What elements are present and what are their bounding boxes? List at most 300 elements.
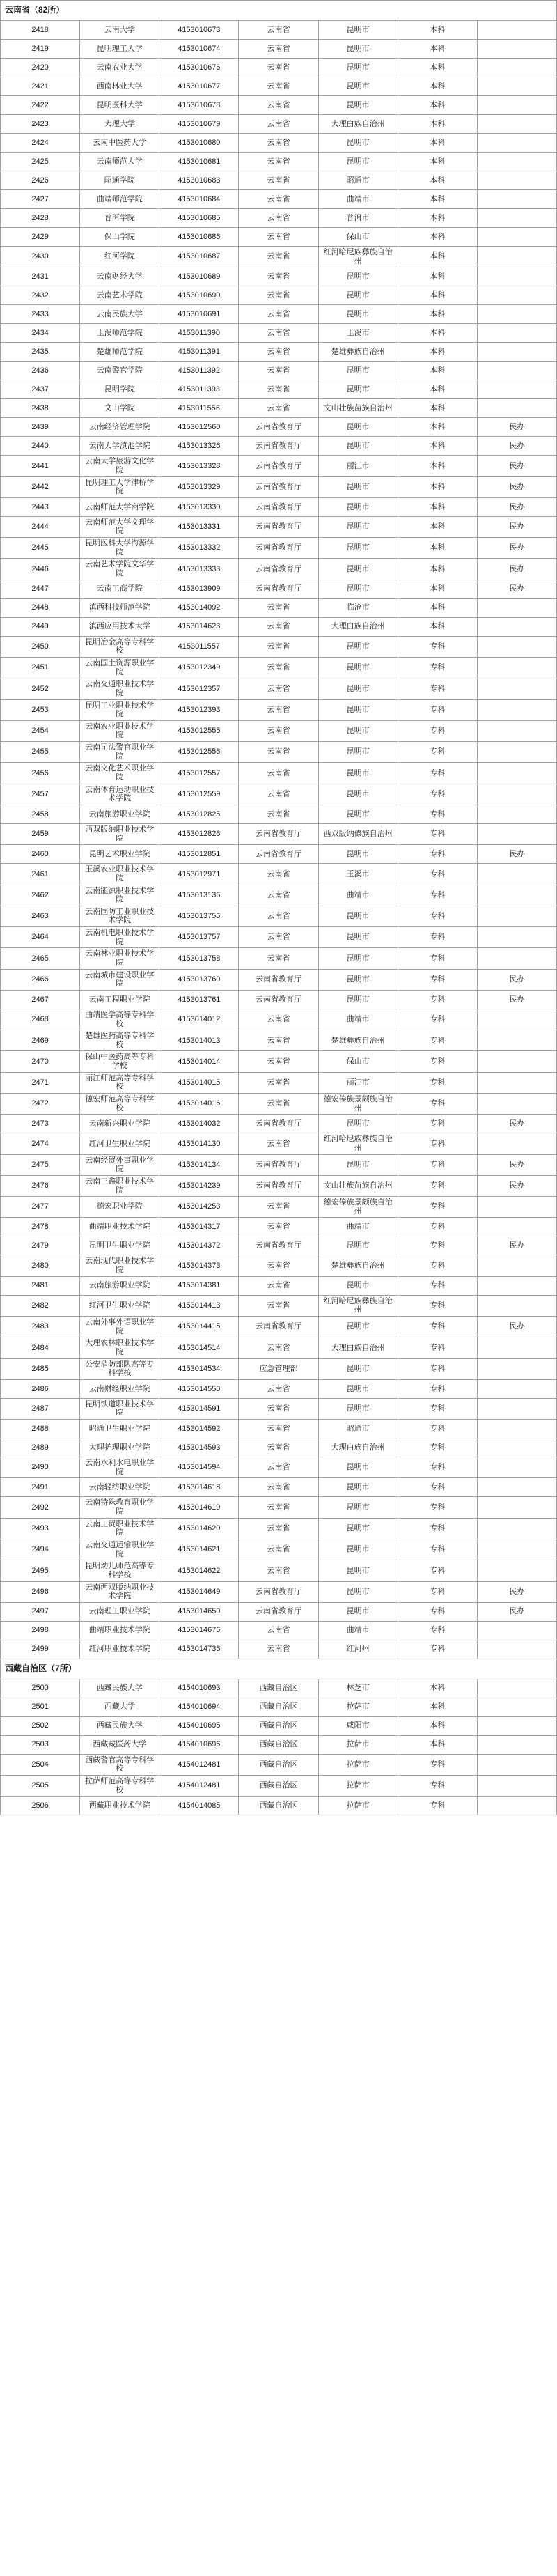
cell-level: 本科 xyxy=(398,1716,477,1735)
cell-name: 楚雄师范学院 xyxy=(80,343,159,362)
cell-type xyxy=(477,1640,556,1659)
cell-type xyxy=(477,59,556,77)
cell-type xyxy=(477,362,556,380)
cell-level: 专科 xyxy=(398,1276,477,1295)
cell-level: 专科 xyxy=(398,1602,477,1621)
cell-code: 4153011556 xyxy=(159,399,239,418)
cell-name: 云南财经职业学院 xyxy=(80,1379,159,1398)
cell-city: 西双版纳傣族自治州 xyxy=(318,823,398,844)
cell-city: 昆明市 xyxy=(318,1276,398,1295)
cell-index: 2443 xyxy=(1,497,80,516)
cell-city: 昆明市 xyxy=(318,1581,398,1602)
cell-city: 昆明市 xyxy=(318,1560,398,1581)
cell-department: 云南省 xyxy=(239,927,318,948)
cell-code: 4153012971 xyxy=(159,864,239,885)
cell-type xyxy=(477,885,556,906)
cell-level: 专科 xyxy=(398,1009,477,1030)
cell-index: 2476 xyxy=(1,1175,80,1196)
cell-level: 专科 xyxy=(398,1175,477,1196)
table-row xyxy=(1,763,557,784)
cell-type xyxy=(477,598,556,617)
cell-type xyxy=(477,1358,556,1379)
cell-name: 拉萨师范高等专科学校 xyxy=(80,1776,159,1797)
cell-index: 2458 xyxy=(1,805,80,823)
cell-level: 本科 xyxy=(398,59,477,77)
cell-code: 4153014591 xyxy=(159,1398,239,1419)
cell-city: 昆明市 xyxy=(318,1539,398,1560)
cell-name: 云南财经大学 xyxy=(80,267,159,286)
cell-index: 2423 xyxy=(1,115,80,134)
table-row xyxy=(1,559,557,580)
cell-type: 民办 xyxy=(477,418,556,437)
cell-index: 2436 xyxy=(1,362,80,380)
table-row xyxy=(1,1602,557,1621)
cell-index: 2460 xyxy=(1,845,80,864)
cell-department: 云南省 xyxy=(239,885,318,906)
cell-code: 4153010687 xyxy=(159,247,239,267)
table-row xyxy=(1,1094,557,1115)
cell-code: 4153011390 xyxy=(159,324,239,343)
cell-name: 云南经贸外事职业学院 xyxy=(80,1154,159,1175)
cell-code: 4153014514 xyxy=(159,1337,239,1358)
cell-index: 2464 xyxy=(1,927,80,948)
cell-department: 西藏自治区 xyxy=(239,1797,318,1815)
cell-name: 云南工贸职业技术学院 xyxy=(80,1518,159,1539)
table-row xyxy=(1,742,557,763)
cell-index: 2462 xyxy=(1,885,80,906)
cell-type xyxy=(477,1497,556,1518)
table-row xyxy=(1,1797,557,1815)
cell-name: 云南轻纺职业学院 xyxy=(80,1478,159,1497)
cell-level: 本科 xyxy=(398,267,477,286)
cell-city: 红河哈尼族彝族自治州 xyxy=(318,247,398,267)
cell-code: 4153012393 xyxy=(159,699,239,720)
cell-city: 昭通市 xyxy=(318,171,398,190)
table-row xyxy=(1,1457,557,1478)
cell-level: 专科 xyxy=(398,784,477,805)
cell-level: 本科 xyxy=(398,324,477,343)
cell-type xyxy=(477,948,556,969)
cell-department: 云南省 xyxy=(239,343,318,362)
cell-level: 专科 xyxy=(398,1621,477,1640)
cell-type: 民办 xyxy=(477,990,556,1009)
cell-code: 4153012559 xyxy=(159,784,239,805)
table-row xyxy=(1,476,557,497)
cell-department: 云南省 xyxy=(239,1621,318,1640)
table-row xyxy=(1,1398,557,1419)
cell-code: 4153012357 xyxy=(159,678,239,699)
cell-index: 2454 xyxy=(1,720,80,741)
section-title: 西藏自治区（7所） xyxy=(1,1659,557,1679)
cell-type xyxy=(477,1133,556,1154)
cell-code: 4153010684 xyxy=(159,190,239,209)
cell-code: 4153013757 xyxy=(159,927,239,948)
cell-code: 4153014413 xyxy=(159,1295,239,1316)
cell-department: 云南省 xyxy=(239,228,318,247)
cell-type xyxy=(477,1776,556,1797)
cell-department: 云南省 xyxy=(239,1094,318,1115)
cell-city: 楚雄彝族自治州 xyxy=(318,343,398,362)
cell-type: 民办 xyxy=(477,1175,556,1196)
cell-type xyxy=(477,96,556,115)
cell-city: 昆明市 xyxy=(318,742,398,763)
cell-level: 本科 xyxy=(398,286,477,305)
cell-name: 西藏警官高等专科学校 xyxy=(80,1754,159,1775)
cell-name: 云南理工职业学院 xyxy=(80,1602,159,1621)
cell-code: 4154014085 xyxy=(159,1797,239,1815)
cell-level: 专科 xyxy=(398,1317,477,1337)
cell-code: 4153014130 xyxy=(159,1133,239,1154)
cell-department: 云南省教育厅 xyxy=(239,990,318,1009)
cell-name: 云南水利水电职业学院 xyxy=(80,1457,159,1478)
cell-department: 西藏自治区 xyxy=(239,1776,318,1797)
cell-type: 民办 xyxy=(477,476,556,497)
cell-level: 本科 xyxy=(398,476,477,497)
cell-index: 2439 xyxy=(1,418,80,437)
cell-name: 昆明学院 xyxy=(80,380,159,399)
cell-code: 4153012555 xyxy=(159,720,239,741)
cell-index: 2438 xyxy=(1,399,80,418)
cell-name: 云南特殊教育职业学院 xyxy=(80,1497,159,1518)
cell-level: 本科 xyxy=(398,21,477,40)
cell-city: 昆明市 xyxy=(318,990,398,1009)
cell-code: 4153012560 xyxy=(159,418,239,437)
cell-index: 2440 xyxy=(1,437,80,456)
cell-name: 西藏民族大学 xyxy=(80,1679,159,1698)
cell-city: 红河哈尼族彝族自治州 xyxy=(318,1295,398,1316)
cell-name: 西藏民族大学 xyxy=(80,1716,159,1735)
cell-type xyxy=(477,1295,556,1316)
cell-type xyxy=(477,1255,556,1276)
cell-index: 2456 xyxy=(1,763,80,784)
cell-type: 民办 xyxy=(477,1602,556,1621)
table-row xyxy=(1,1218,557,1236)
cell-code: 4153014014 xyxy=(159,1051,239,1072)
cell-index: 2468 xyxy=(1,1009,80,1030)
cell-level: 专科 xyxy=(398,1539,477,1560)
cell-department: 云南省教育厅 xyxy=(239,823,318,844)
cell-code: 4153014594 xyxy=(159,1457,239,1478)
cell-index: 2434 xyxy=(1,324,80,343)
cell-city: 昆明市 xyxy=(318,134,398,153)
table-row xyxy=(1,1255,557,1276)
cell-type xyxy=(477,115,556,134)
cell-type xyxy=(477,805,556,823)
cell-level: 专科 xyxy=(398,1560,477,1581)
cell-city: 拉萨市 xyxy=(318,1797,398,1815)
table-row xyxy=(1,1776,557,1797)
cell-department: 云南省教育厅 xyxy=(239,580,318,598)
cell-level: 本科 xyxy=(398,40,477,59)
cell-department: 云南省 xyxy=(239,598,318,617)
cell-department: 西藏自治区 xyxy=(239,1698,318,1716)
cell-level: 本科 xyxy=(398,399,477,418)
cell-level: 专科 xyxy=(398,805,477,823)
cell-department: 云南省 xyxy=(239,1457,318,1478)
cell-name: 大理护理职业学院 xyxy=(80,1438,159,1457)
cell-code: 4154012481 xyxy=(159,1776,239,1797)
cell-city: 昆明市 xyxy=(318,636,398,657)
cell-name: 云南体育运动职业技术学院 xyxy=(80,784,159,805)
table-row xyxy=(1,456,557,476)
cell-city: 楚雄彝族自治州 xyxy=(318,1030,398,1051)
cell-department: 应急管理部 xyxy=(239,1358,318,1379)
cell-code: 4153014317 xyxy=(159,1218,239,1236)
cell-code: 4153014550 xyxy=(159,1379,239,1398)
cell-index: 2498 xyxy=(1,1621,80,1640)
cell-level: 专科 xyxy=(398,1358,477,1379)
cell-type xyxy=(477,40,556,59)
cell-code: 4153013136 xyxy=(159,885,239,906)
cell-type xyxy=(477,343,556,362)
cell-type xyxy=(477,1009,556,1030)
cell-code: 4153013761 xyxy=(159,990,239,1009)
cell-type xyxy=(477,657,556,678)
cell-code: 4153011557 xyxy=(159,636,239,657)
cell-department: 云南省 xyxy=(239,805,318,823)
table-row xyxy=(1,516,557,537)
cell-name: 曲靖医学高等专科学校 xyxy=(80,1009,159,1030)
cell-city: 昆明市 xyxy=(318,380,398,399)
cell-level: 本科 xyxy=(398,171,477,190)
cell-level: 专科 xyxy=(398,1236,477,1255)
cell-name: 云南能源职业技术学院 xyxy=(80,885,159,906)
cell-department: 云南省教育厅 xyxy=(239,1154,318,1175)
cell-index: 2478 xyxy=(1,1218,80,1236)
cell-city: 普洱市 xyxy=(318,209,398,228)
cell-code: 4153014372 xyxy=(159,1236,239,1255)
cell-level: 专科 xyxy=(398,1133,477,1154)
cell-level: 专科 xyxy=(398,1218,477,1236)
cell-department: 云南省 xyxy=(239,190,318,209)
cell-index: 2496 xyxy=(1,1581,80,1602)
cell-code: 4153013332 xyxy=(159,538,239,559)
table-row xyxy=(1,1051,557,1072)
cell-code: 4153013329 xyxy=(159,476,239,497)
cell-name: 云南司法警官职业学院 xyxy=(80,742,159,763)
cell-type: 民办 xyxy=(477,1236,556,1255)
cell-level: 本科 xyxy=(398,153,477,171)
cell-type xyxy=(477,763,556,784)
table-row xyxy=(1,1754,557,1775)
cell-index: 2504 xyxy=(1,1754,80,1775)
cell-code: 4153013760 xyxy=(159,969,239,990)
cell-department: 云南省 xyxy=(239,171,318,190)
cell-department: 云南省 xyxy=(239,1640,318,1659)
cell-index: 2437 xyxy=(1,380,80,399)
cell-name: 云南工商学院 xyxy=(80,580,159,598)
cell-type xyxy=(477,1051,556,1072)
table-row xyxy=(1,1030,557,1051)
cell-name: 云南艺术学院文华学院 xyxy=(80,559,159,580)
cell-code: 4153010690 xyxy=(159,286,239,305)
cell-code: 4153014013 xyxy=(159,1030,239,1051)
cell-level: 专科 xyxy=(398,636,477,657)
table-body xyxy=(1,1,557,1815)
cell-code: 4153014012 xyxy=(159,1009,239,1030)
cell-level: 专科 xyxy=(398,1030,477,1051)
cell-index: 2492 xyxy=(1,1497,80,1518)
table-row xyxy=(1,1276,557,1295)
cell-level: 本科 xyxy=(398,598,477,617)
cell-department: 云南省教育厅 xyxy=(239,456,318,476)
cell-index: 2471 xyxy=(1,1072,80,1093)
cell-index: 2491 xyxy=(1,1478,80,1497)
cell-city: 昆明市 xyxy=(318,476,398,497)
cell-type xyxy=(477,1276,556,1295)
cell-name: 昆明理工大学津桥学院 xyxy=(80,476,159,497)
cell-type xyxy=(477,190,556,209)
cell-city: 昆明市 xyxy=(318,40,398,59)
cell-index: 2429 xyxy=(1,228,80,247)
cell-level: 本科 xyxy=(398,456,477,476)
cell-department: 云南省教育厅 xyxy=(239,1115,318,1133)
cell-type xyxy=(477,324,556,343)
cell-index: 2420 xyxy=(1,59,80,77)
cell-department: 云南省 xyxy=(239,1133,318,1154)
cell-department: 云南省 xyxy=(239,1379,318,1398)
cell-department: 云南省 xyxy=(239,1218,318,1236)
table-row xyxy=(1,1698,557,1716)
cell-level: 专科 xyxy=(398,1478,477,1497)
cell-level: 专科 xyxy=(398,1398,477,1419)
table-row xyxy=(1,805,557,823)
cell-code: 4153010685 xyxy=(159,209,239,228)
cell-type: 民办 xyxy=(477,456,556,476)
cell-city: 临沧市 xyxy=(318,598,398,617)
cell-name: 红河卫生职业学院 xyxy=(80,1133,159,1154)
cell-index: 2481 xyxy=(1,1276,80,1295)
cell-name: 红河卫生职业学院 xyxy=(80,1295,159,1316)
cell-index: 2480 xyxy=(1,1255,80,1276)
table-row xyxy=(1,969,557,990)
cell-code: 4153014619 xyxy=(159,1497,239,1518)
cell-code: 4153012851 xyxy=(159,845,239,864)
table-row xyxy=(1,538,557,559)
table-row xyxy=(1,1009,557,1030)
cell-index: 2459 xyxy=(1,823,80,844)
cell-type: 民办 xyxy=(477,1581,556,1602)
table-row xyxy=(1,324,557,343)
cell-type xyxy=(477,1398,556,1419)
cell-city: 昆明市 xyxy=(318,516,398,537)
table-row xyxy=(1,1154,557,1175)
cell-department: 云南省 xyxy=(239,678,318,699)
cell-code: 4153014015 xyxy=(159,1072,239,1093)
cell-city: 昆明市 xyxy=(318,437,398,456)
cell-index: 2470 xyxy=(1,1051,80,1072)
cell-city: 楚雄彝族自治州 xyxy=(318,1255,398,1276)
cell-type: 民办 xyxy=(477,538,556,559)
cell-type xyxy=(477,1420,556,1438)
cell-index: 2497 xyxy=(1,1602,80,1621)
table-row xyxy=(1,1539,557,1560)
cell-type xyxy=(477,1518,556,1539)
cell-name: 云南中医药大学 xyxy=(80,134,159,153)
cell-level: 本科 xyxy=(398,418,477,437)
cell-name: 云南国防工业职业技术学院 xyxy=(80,906,159,926)
cell-index: 2418 xyxy=(1,21,80,40)
cell-code: 4153014623 xyxy=(159,617,239,636)
table-row xyxy=(1,1317,557,1337)
cell-level: 专科 xyxy=(398,1337,477,1358)
section-header-row xyxy=(1,1659,557,1679)
table-row xyxy=(1,1115,557,1133)
cell-city: 红河州 xyxy=(318,1640,398,1659)
cell-department: 云南省 xyxy=(239,1295,318,1316)
cell-department: 西藏自治区 xyxy=(239,1716,318,1735)
cell-level: 本科 xyxy=(398,617,477,636)
cell-index: 2505 xyxy=(1,1776,80,1797)
cell-index: 2483 xyxy=(1,1317,80,1337)
cell-index: 2432 xyxy=(1,286,80,305)
cell-city: 昆明市 xyxy=(318,497,398,516)
cell-level: 本科 xyxy=(398,1698,477,1716)
cell-index: 2506 xyxy=(1,1797,80,1815)
cell-level: 专科 xyxy=(398,1072,477,1093)
cell-name: 云南师范大学 xyxy=(80,153,159,171)
cell-department: 云南省教育厅 xyxy=(239,1602,318,1621)
table-row xyxy=(1,885,557,906)
cell-level: 专科 xyxy=(398,1197,477,1218)
table-row xyxy=(1,153,557,171)
cell-index: 2485 xyxy=(1,1358,80,1379)
cell-city: 昆明市 xyxy=(318,1154,398,1175)
cell-department: 云南省 xyxy=(239,59,318,77)
table-row xyxy=(1,286,557,305)
cell-department: 云南省 xyxy=(239,134,318,153)
table-row xyxy=(1,1679,557,1698)
cell-level: 专科 xyxy=(398,1094,477,1115)
cell-code: 4153010691 xyxy=(159,305,239,324)
table-row xyxy=(1,209,557,228)
cell-type xyxy=(477,720,556,741)
cell-index: 2435 xyxy=(1,343,80,362)
cell-department: 云南省教育厅 xyxy=(239,516,318,537)
cell-department: 云南省教育厅 xyxy=(239,845,318,864)
cell-index: 2488 xyxy=(1,1420,80,1438)
cell-code: 4153011393 xyxy=(159,380,239,399)
cell-city: 保山市 xyxy=(318,228,398,247)
cell-index: 2449 xyxy=(1,617,80,636)
table-row xyxy=(1,845,557,864)
cell-department: 云南省 xyxy=(239,21,318,40)
table-row xyxy=(1,437,557,456)
cell-level: 专科 xyxy=(398,1776,477,1797)
cell-type xyxy=(477,742,556,763)
cell-city: 曲靖市 xyxy=(318,1009,398,1030)
cell-department: 云南省 xyxy=(239,1051,318,1072)
cell-level: 专科 xyxy=(398,1640,477,1659)
cell-index: 2479 xyxy=(1,1236,80,1255)
cell-code: 4153012825 xyxy=(159,805,239,823)
cell-level: 本科 xyxy=(398,96,477,115)
cell-city: 昆明市 xyxy=(318,59,398,77)
cell-city: 昆明市 xyxy=(318,267,398,286)
cell-name: 普洱学院 xyxy=(80,209,159,228)
cell-city: 昆明市 xyxy=(318,559,398,580)
cell-name: 云南民族大学 xyxy=(80,305,159,324)
cell-index: 2484 xyxy=(1,1337,80,1358)
table-row xyxy=(1,228,557,247)
cell-index: 2500 xyxy=(1,1679,80,1698)
cell-index: 2494 xyxy=(1,1539,80,1560)
cell-type xyxy=(477,286,556,305)
cell-city: 德宏傣族景颇族自治州 xyxy=(318,1094,398,1115)
cell-index: 2453 xyxy=(1,699,80,720)
cell-type: 民办 xyxy=(477,845,556,864)
cell-department: 云南省 xyxy=(239,1072,318,1093)
